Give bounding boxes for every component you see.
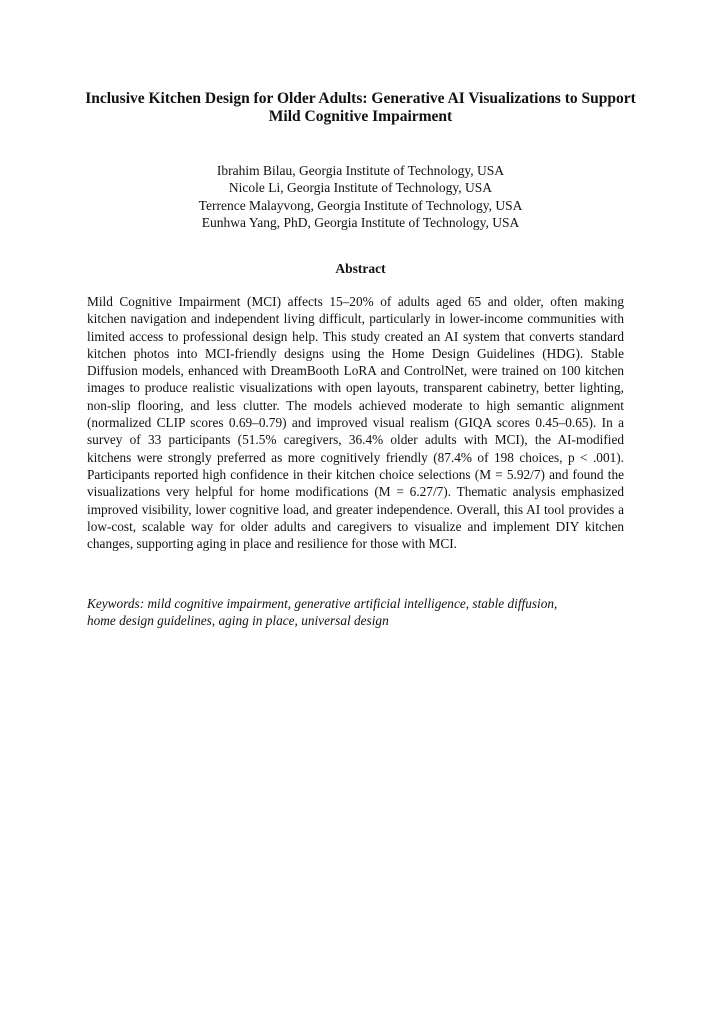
keywords	[87, 595, 624, 630]
author-list	[70, 162, 651, 231]
author-line: Eunhwa Yang, PhD, Georgia Institute of Technology, USA	[201, 214, 520, 230]
abstract-heading: Abstract	[335, 261, 386, 276]
abstract-text: Mild Cognitive Impairment (MCI) affects 15–20% of adults aged 65 and older, often making kitchen navigation and independent living difficult, particularly in lower-income communities with limited access to professional design help. This study created an AI system that converts standard kitchen photos into MCI-friendly designs using the Home Design Guidelines (HDG). Stable Diffusion models, enhanced with DreamBooth LoRA and ControlNet, were trained on 100 kitchen images to produce realistic visualizations with open layouts, transparent cabinetry, better lighting, non-slip flooring, and less clutter. The models achieved moderate to high semantic alignment (normalized CLIP scores 0.69–0.79) and improved visual realism (GIQA scores 0.45–0.65). In a survey of 33 participants (51.5% caregivers, 36.4% older adults with MCI), the AI-modified kitchens were strongly preferred as more cognitively friendly (87.4% of 198 choices, p < .001). Participants reported high confidence in their kitchen choice selections (M = 5.92/7) and found the visualizations very helpful for home modifications (M = 6.27/7). Thematic analysis emphasized improved visibility, lower cognitive load, and greater independence. Overall, this AI tool provides a low-cost, scalable way for older adults and caregivers to visualize and implement DIY kitchen changes, supporting aging in place and resilience for those with MCI.	[87, 294, 624, 552]
paper-title: Inclusive Kitchen Design for Older Adults: Generative AI Visualizations to Support Mild Cognitive Impairment	[85, 90, 636, 125]
author-line: Nicole Li, Georgia Institute of Technology, USA	[228, 180, 493, 196]
keywords-line: Keywords: mild cognitive impairment, generative artificial intelligence, stable diffusion,	[87, 596, 558, 611]
author-line: Ibrahim Bilau, Georgia Institute of Technology, USA	[216, 163, 505, 178]
keywords-line: home design guidelines, aging in place, universal design	[87, 613, 389, 629]
author-line: Terrence Malayvong, Georgia Institute of Technology, USA	[198, 197, 523, 213]
